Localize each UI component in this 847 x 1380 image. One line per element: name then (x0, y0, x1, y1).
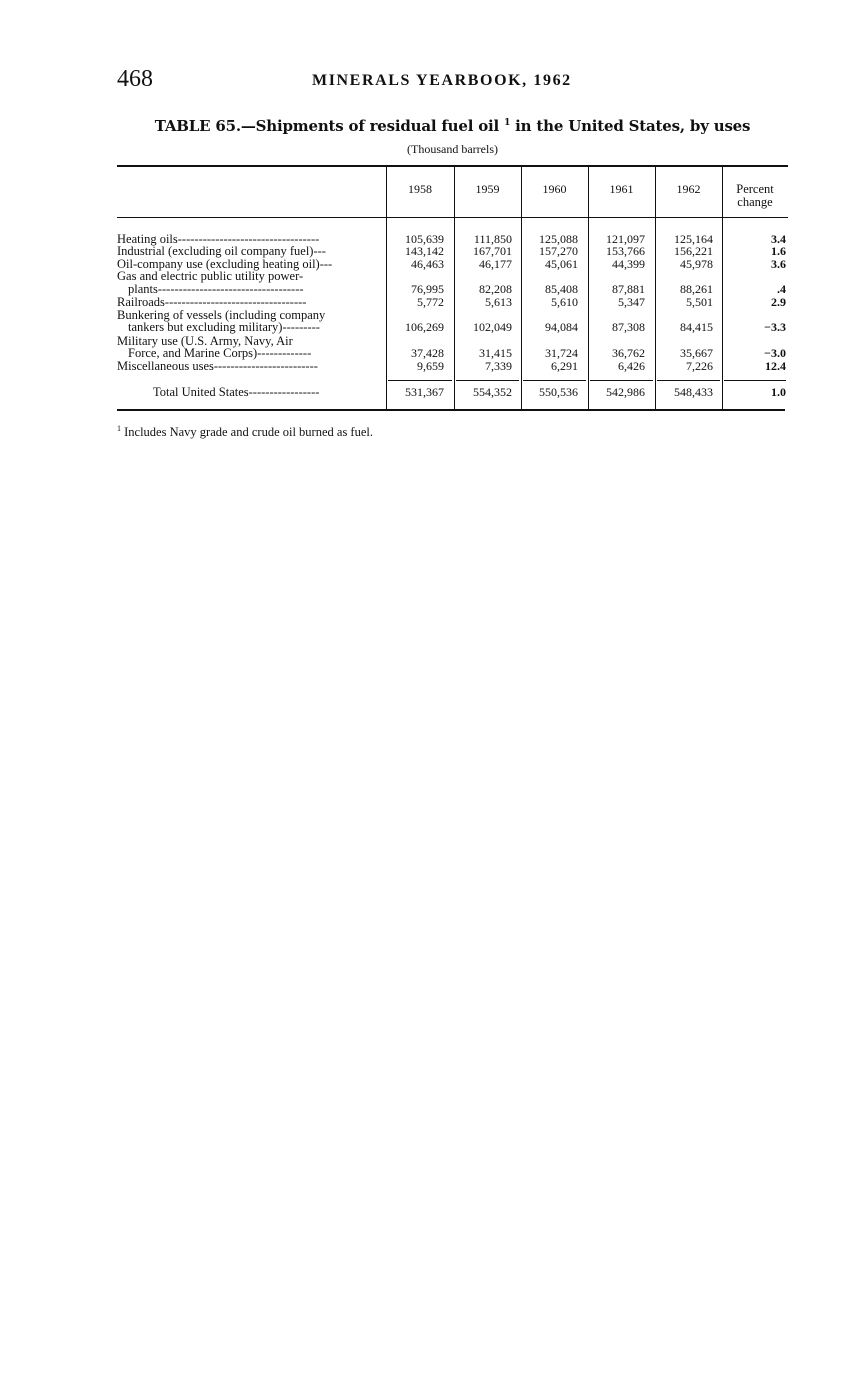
footnote-text: Includes Navy grade and crude oil burned as fuel. (124, 425, 373, 440)
percent-change-cell: 2.9 (771, 295, 786, 309)
row-label (117, 270, 303, 282)
table-cell: 9,659 (417, 359, 444, 373)
table-cell: 35,667 (680, 346, 713, 360)
table-subtitle: (Thousand barrels) (407, 142, 498, 156)
percent-change-cell: 12.4 (765, 359, 786, 373)
column-header-percent-change (722, 183, 788, 209)
row-label-text: Force, and Marine Corps)------------- (128, 346, 312, 360)
column-header: 1962 (676, 182, 701, 196)
total-rule (523, 380, 586, 381)
column-header: 1960 (542, 182, 567, 196)
row-label-text: Gas and electric public utility power- (117, 269, 304, 283)
table-cell: 88,261 (680, 282, 713, 296)
table-bottom-rule (117, 409, 785, 411)
column-divider (588, 167, 589, 409)
change-header-line: change (737, 195, 773, 209)
table-title-text-end: in the United States, by uses (515, 117, 751, 135)
total-rule (456, 380, 519, 381)
percent-change-cell: 3.4 (771, 232, 786, 246)
total-cell: 548,433 (674, 385, 713, 399)
table-cell: 153,766 (606, 244, 645, 258)
row-label (117, 296, 306, 308)
row-label-text: plants----------------------------------- (128, 282, 304, 296)
total-cell: 531,367 (405, 385, 444, 399)
table-cell: 105,639 (405, 232, 444, 246)
running-head: MINERALS YEARBOOK, 1962 (312, 72, 572, 89)
percent-change-cell: 3.6 (771, 257, 786, 271)
table-cell: 125,164 (674, 232, 713, 246)
row-label-text: Bunkering of vessels (including company (117, 308, 326, 322)
column-divider (386, 167, 387, 409)
table-cell: 157,270 (539, 244, 578, 258)
table-cell: 121,097 (606, 232, 645, 246)
row-label-text: Railroads---------------------------------- (117, 295, 307, 309)
table-cell: 5,347 (618, 295, 645, 309)
footnote-number: 1 (117, 424, 121, 433)
total-rule (590, 380, 653, 381)
row-label-text: Miscellaneous uses------------------------- (117, 359, 318, 373)
table-cell: 85,408 (545, 282, 578, 296)
table-cell: 31,724 (545, 346, 578, 360)
table-cell: 46,463 (411, 257, 444, 271)
table-cell: 102,049 (473, 320, 512, 334)
table-cell: 7,339 (485, 359, 512, 373)
row-label (117, 321, 320, 333)
row-label-text: Industrial (excluding oil company fuel)--- (117, 244, 326, 258)
total-cell: 542,986 (606, 385, 645, 399)
column-divider (521, 167, 522, 409)
column-header: 1959 (475, 182, 500, 196)
total-percent-change: 1.0 (771, 385, 786, 399)
table-cell: 7,226 (686, 359, 713, 373)
row-label (117, 360, 318, 372)
row-label (117, 245, 326, 257)
total-row-label: Total United States----------------- (153, 385, 320, 399)
table-cell: 5,610 (551, 295, 578, 309)
percent-change-cell: −3.0 (764, 346, 786, 360)
table-cell: 76,995 (411, 282, 444, 296)
column-divider (655, 167, 656, 409)
table-cell: 106,269 (405, 320, 444, 334)
table-top-rule (117, 165, 788, 167)
row-label-text: Military use (U.S. Army, Navy, Air (117, 334, 293, 348)
row-label-text: Heating oils---------------------------------- (117, 232, 320, 246)
footnote-marker: 1 (504, 118, 511, 128)
footnote (117, 424, 373, 440)
table-cell: 5,772 (417, 295, 444, 309)
row-label-text: Oil-company use (excluding heating oil)--- (117, 257, 333, 271)
table-cell: 87,881 (612, 282, 645, 296)
table-cell: 94,084 (545, 320, 578, 334)
percent-change-cell: 1.6 (771, 244, 786, 258)
total-cell: 550,536 (539, 385, 578, 399)
total-rule (724, 380, 786, 381)
table-cell: 84,415 (680, 320, 713, 334)
table-cell: 5,501 (686, 295, 713, 309)
table-cell: 5,613 (485, 295, 512, 309)
table-cell: 82,208 (479, 282, 512, 296)
total-cell: 554,352 (473, 385, 512, 399)
table-cell: 37,428 (411, 346, 444, 360)
table-cell: 156,221 (674, 244, 713, 258)
table-cell: 6,426 (618, 359, 645, 373)
table-cell: 45,978 (680, 257, 713, 271)
table-cell: 167,701 (473, 244, 512, 258)
table-cell: 36,762 (612, 346, 645, 360)
row-label (117, 347, 311, 359)
table-cell: 45,061 (545, 257, 578, 271)
percent-change-cell: −3.3 (764, 320, 786, 334)
column-header: 1961 (609, 182, 634, 196)
table-cell: 125,088 (539, 232, 578, 246)
percent-change-cell: .4 (777, 282, 786, 296)
column-header: 1958 (408, 182, 432, 196)
table-cell: 6,291 (551, 359, 578, 373)
table-cell: 44,399 (612, 257, 645, 271)
table-title-text: TABLE 65.—Shipments of residual fuel oil (154, 117, 500, 135)
row-label (117, 283, 304, 295)
table-cell: 111,850 (473, 232, 512, 246)
table-cell: 46,177 (479, 257, 512, 271)
total-rule (657, 380, 720, 381)
column-divider (454, 167, 455, 409)
page-number: 468 (117, 66, 153, 92)
table-header-rule (117, 217, 788, 218)
table-cell: 87,308 (612, 320, 645, 334)
row-label-text: tankers but excluding military)--------- (128, 320, 320, 334)
total-rule (388, 380, 452, 381)
percent-header-line: Percent (736, 182, 774, 196)
table-cell: 31,415 (479, 346, 512, 360)
table-title (117, 117, 788, 135)
table-cell: 143,142 (405, 244, 444, 258)
